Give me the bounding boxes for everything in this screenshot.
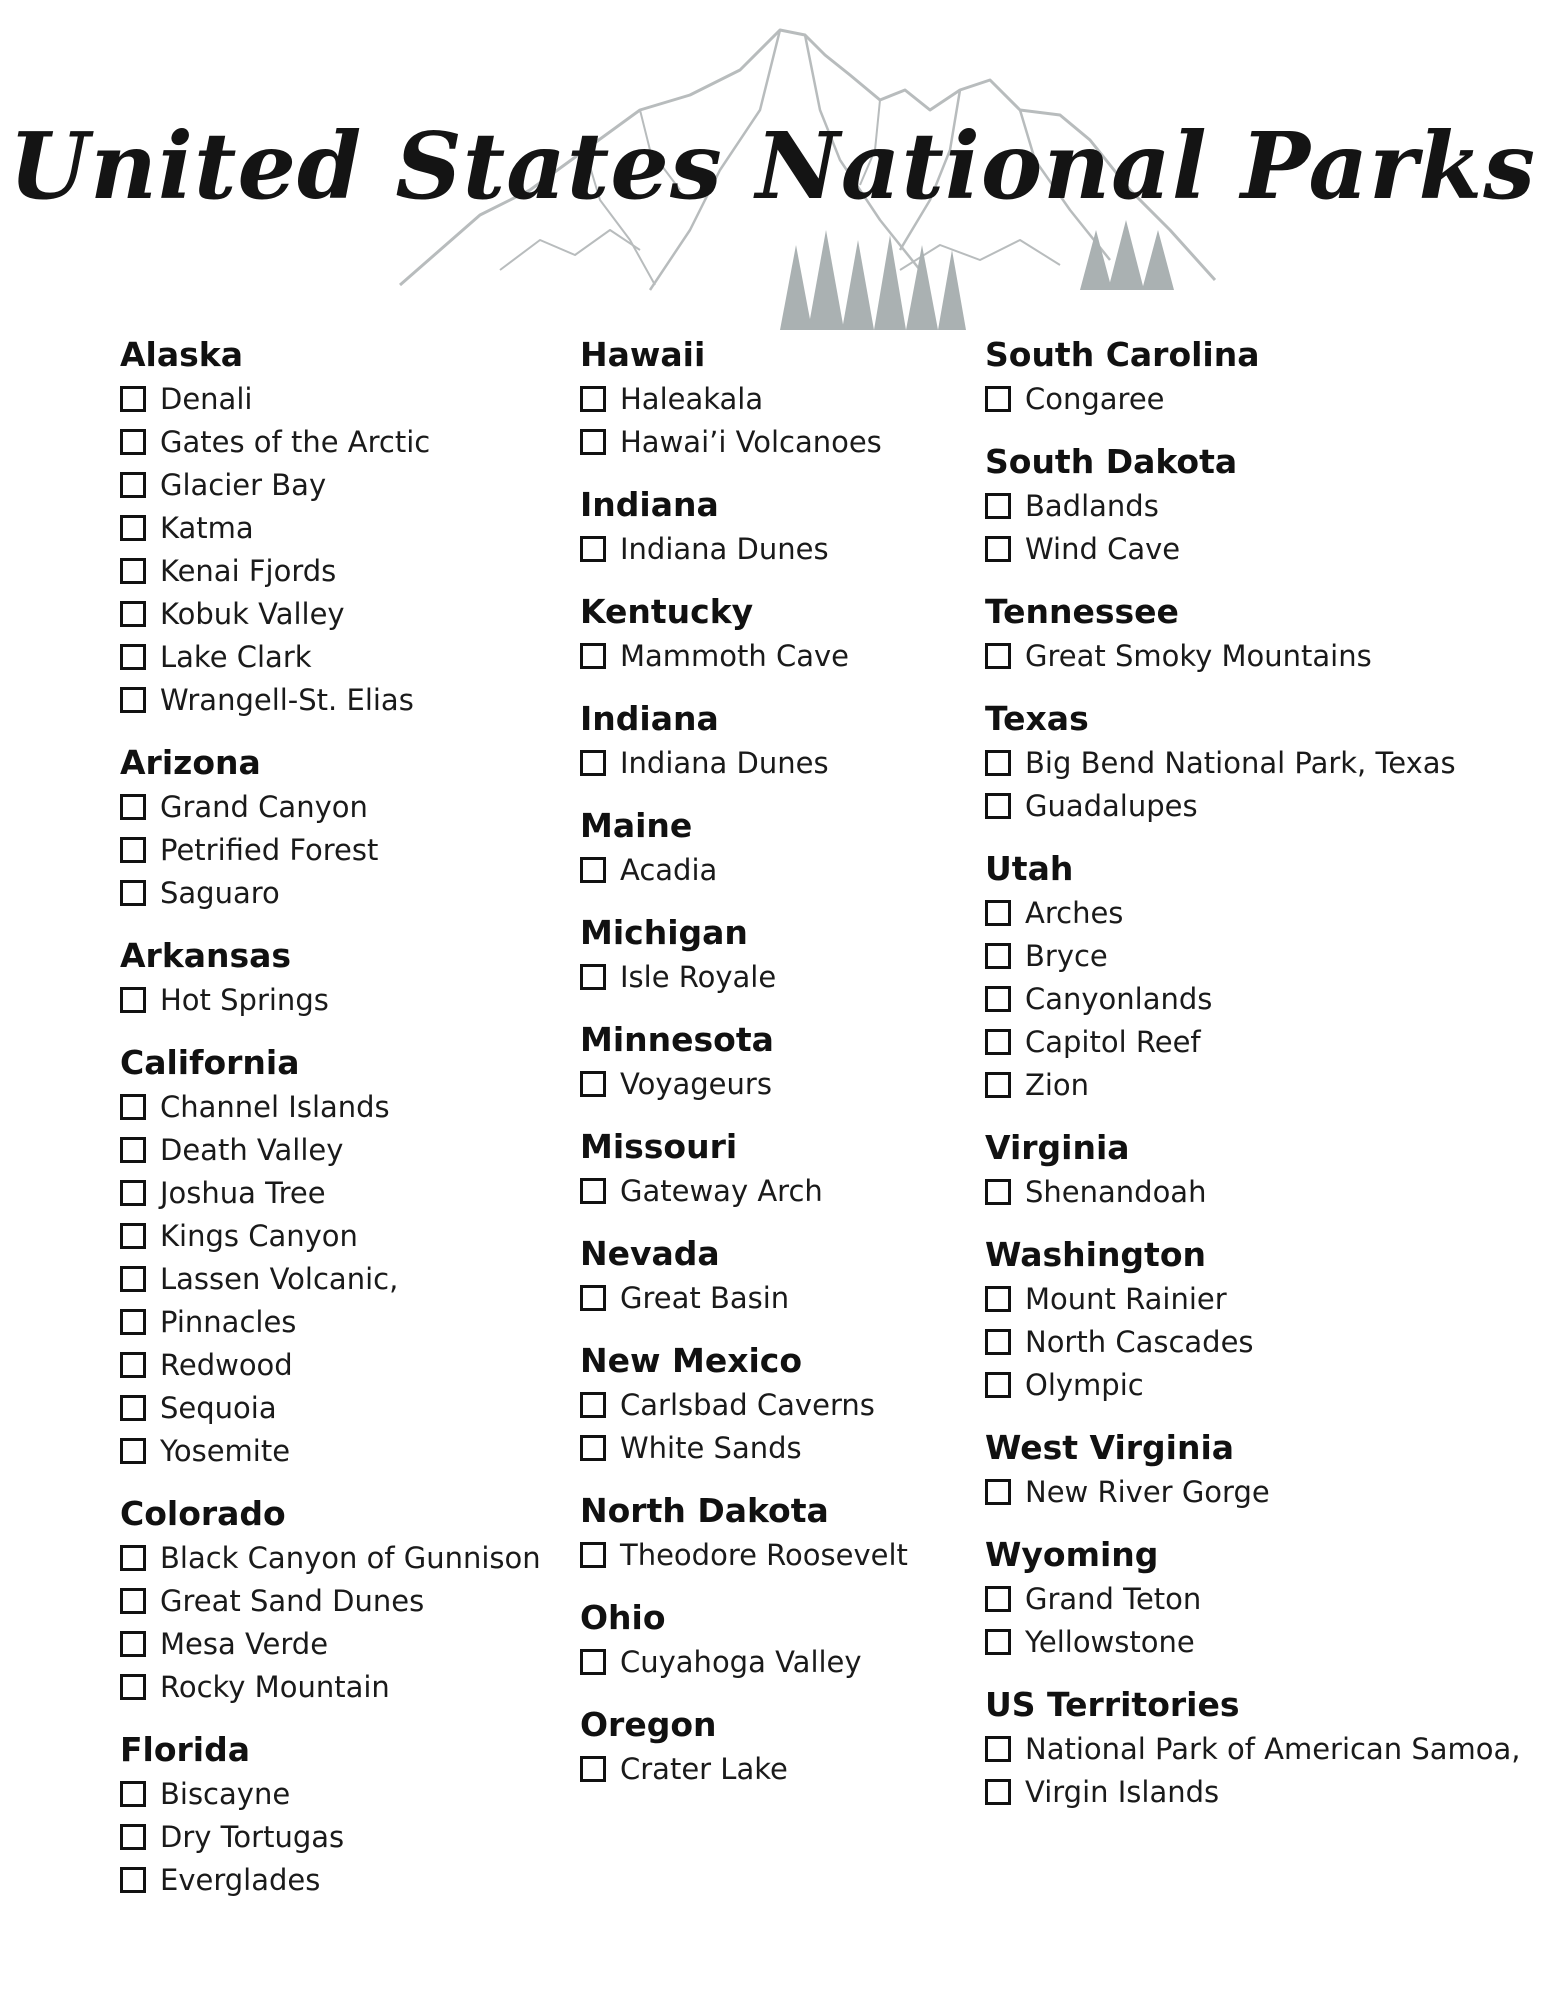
- park-item-glacier-bay: [120, 463, 560, 506]
- state-group-north-dakota: [580, 1491, 980, 1576]
- state-heading: California: [120, 1043, 300, 1082]
- park-name: Sequoia: [160, 1390, 277, 1425]
- park-item-north-cascades: [985, 1320, 1545, 1363]
- checkbox[interactable]: [985, 1072, 1011, 1098]
- state-heading: Minnesota: [580, 1020, 774, 1059]
- park-name: Grand Canyon: [160, 789, 368, 824]
- park-item-crater-lake: [580, 1747, 980, 1790]
- checkbox[interactable]: [985, 386, 1011, 412]
- state-group-south-dakota: [985, 442, 1545, 570]
- state-group-michigan: [580, 913, 980, 998]
- checkbox[interactable]: [120, 1223, 146, 1249]
- park-item-acadia: [580, 848, 980, 891]
- state-heading: Florida: [120, 1730, 251, 1769]
- checkbox[interactable]: [985, 1329, 1011, 1355]
- park-name: North Cascades: [1025, 1324, 1254, 1359]
- checkbox[interactable]: [580, 964, 606, 990]
- park-name: Wind Cave: [1025, 531, 1181, 566]
- state-heading: Ohio: [580, 1598, 666, 1637]
- checkbox[interactable]: [985, 1629, 1011, 1655]
- park-name: Denali: [160, 381, 253, 416]
- park-name: Theodore Roosevelt: [620, 1537, 908, 1572]
- park-item-redwood: [120, 1343, 560, 1386]
- checkbox[interactable]: [120, 1674, 146, 1700]
- state-heading: Tennessee: [985, 592, 1179, 631]
- park-item-lake-clark: [120, 635, 560, 678]
- park-name: Carlsbad Caverns: [620, 1387, 875, 1422]
- park-item-voyageurs: [580, 1062, 980, 1105]
- checkbox[interactable]: [580, 1756, 606, 1782]
- park-item-denali: [120, 377, 560, 420]
- park-item-capitol-reef: [985, 1020, 1545, 1063]
- park-name: Joshua Tree: [160, 1175, 326, 1210]
- checkbox[interactable]: [580, 536, 606, 562]
- checkbox[interactable]: [120, 880, 146, 906]
- park-name: Cuyahoga Valley: [620, 1644, 862, 1679]
- park-item-carlsbad-caverns: [580, 1383, 980, 1426]
- park-name: Grand Teton: [1025, 1581, 1202, 1616]
- park-name: National Park of American Samoa,: [1025, 1731, 1521, 1766]
- state-group-california: [120, 1043, 560, 1472]
- park-name: Guadalupes: [1025, 788, 1198, 823]
- park-name: Arches: [1025, 895, 1124, 930]
- park-item-grand-teton: [985, 1577, 1545, 1620]
- park-item-great-basin: [580, 1276, 980, 1319]
- checkbox[interactable]: [985, 1179, 1011, 1205]
- checkbox[interactable]: [985, 1736, 1011, 1762]
- park-name: Crater Lake: [620, 1751, 788, 1786]
- state-heading: South Carolina: [985, 335, 1260, 374]
- checkbox[interactable]: [120, 794, 146, 820]
- park-name: Bryce: [1025, 938, 1108, 973]
- checkbox[interactable]: [580, 386, 606, 412]
- park-name: Channel Islands: [160, 1089, 390, 1124]
- park-item-hot-springs: [120, 978, 560, 1021]
- checkbox[interactable]: [985, 1286, 1011, 1312]
- park-item-everglades: [120, 1858, 560, 1901]
- park-item-biscayne: [120, 1772, 560, 1815]
- state-group-indiana: [580, 485, 980, 570]
- page-title: United States National Parks: [8, 112, 1537, 220]
- checkbox[interactable]: [985, 793, 1011, 819]
- park-item-olympic: [985, 1363, 1545, 1406]
- park-name: Kobuk Valley: [160, 596, 345, 631]
- state-group-alaska: [120, 335, 560, 721]
- checkbox[interactable]: [120, 429, 146, 455]
- park-item-lassen-volcanic: [120, 1257, 560, 1300]
- pine-trees-icon: [780, 220, 1174, 330]
- checkbox[interactable]: [580, 1542, 606, 1568]
- park-name: Olympic: [1025, 1367, 1144, 1402]
- park-name: Great Smoky Mountains: [1025, 638, 1372, 673]
- park-item-theodore-roosevelt: [580, 1533, 980, 1576]
- checkbox[interactable]: [985, 1479, 1011, 1505]
- park-name: White Sands: [620, 1430, 802, 1465]
- state-heading: Oregon: [580, 1705, 717, 1744]
- checkbox[interactable]: [985, 1372, 1011, 1398]
- checkbox[interactable]: [580, 1435, 606, 1461]
- park-name: Congaree: [1025, 381, 1165, 416]
- park-name: Badlands: [1025, 488, 1159, 523]
- state-group-arizona: [120, 743, 560, 914]
- state-heading: Indiana: [580, 699, 719, 738]
- park-item-dry-tortugas: [120, 1815, 560, 1858]
- park-item-big-bend-national-park-texas: [985, 741, 1545, 784]
- park-item-guadalupes: [985, 784, 1545, 827]
- park-name: Voyageurs: [620, 1066, 772, 1101]
- checkbox[interactable]: [985, 1029, 1011, 1055]
- checkbox[interactable]: [120, 1137, 146, 1163]
- park-item-great-sand-dunes: [120, 1579, 560, 1622]
- park-name: Canyonlands: [1025, 981, 1213, 1016]
- column-3: [985, 335, 1545, 1835]
- park-name: Katma: [160, 510, 254, 545]
- state-heading: Hawaii: [580, 335, 706, 374]
- checkbox[interactable]: [580, 1178, 606, 1204]
- park-name: Yellowstone: [1025, 1624, 1195, 1659]
- park-item-black-canyon-of-gunnison: [120, 1536, 560, 1579]
- checkbox[interactable]: [580, 429, 606, 455]
- park-name: Zion: [1025, 1067, 1090, 1102]
- checkbox[interactable]: [120, 558, 146, 584]
- checkbox[interactable]: [120, 1180, 146, 1206]
- park-item-rocky-mountain: [120, 1665, 560, 1708]
- park-item-gateway-arch: [580, 1169, 980, 1212]
- park-name: Big Bend National Park, Texas: [1025, 745, 1456, 780]
- checkbox[interactable]: [120, 386, 146, 412]
- park-item-new-river-gorge: [985, 1470, 1545, 1513]
- state-heading: Alaska: [120, 335, 243, 374]
- state-heading: Texas: [985, 699, 1089, 738]
- park-name: Redwood: [160, 1347, 293, 1382]
- column-1: [120, 335, 560, 1923]
- park-item-haleakala: [580, 377, 980, 420]
- checkbox[interactable]: [985, 1779, 1011, 1805]
- park-item-white-sands: [580, 1426, 980, 1469]
- checkbox[interactable]: [120, 1631, 146, 1657]
- park-item-cuyahoga-valley: [580, 1640, 980, 1683]
- park-name: Kings Canyon: [160, 1218, 358, 1253]
- checkbox[interactable]: [120, 601, 146, 627]
- checkbox[interactable]: [120, 1352, 146, 1378]
- park-name: Petrified Forest: [160, 832, 379, 867]
- state-heading: Missouri: [580, 1127, 738, 1166]
- park-name: Gates of the Arctic: [160, 424, 431, 459]
- park-name: Lake Clark: [160, 639, 312, 674]
- checkbox[interactable]: [120, 472, 146, 498]
- state-group-tennessee: [985, 592, 1545, 677]
- park-name: Pinnacles: [160, 1304, 297, 1339]
- park-item-shenandoah: [985, 1170, 1545, 1213]
- park-name: Kenai Fjords: [160, 553, 337, 588]
- park-item-gates-of-the-arctic: [120, 420, 560, 463]
- checkbox[interactable]: [580, 1392, 606, 1418]
- checkbox[interactable]: [580, 857, 606, 883]
- park-name: Indiana Dunes: [620, 531, 829, 566]
- park-name: Wrangell-St. Elias: [160, 682, 414, 717]
- state-group-washington: [985, 1235, 1545, 1406]
- park-item-joshua-tree: [120, 1171, 560, 1214]
- park-name: Mammoth Cave: [620, 638, 850, 673]
- checkbox[interactable]: [120, 1094, 146, 1120]
- park-name: Capitol Reef: [1025, 1024, 1201, 1059]
- park-item-national-park-of-american-samoa: [985, 1727, 1545, 1770]
- park-item-katma: [120, 506, 560, 549]
- park-name: Death Valley: [160, 1132, 344, 1167]
- park-item-great-smoky-mountains: [985, 634, 1545, 677]
- park-name: Hot Springs: [160, 982, 329, 1017]
- park-item-yellowstone: [985, 1620, 1545, 1663]
- state-group-wyoming: [985, 1535, 1545, 1663]
- park-item-pinnacles: [120, 1300, 560, 1343]
- park-item-indiana-dunes: [580, 741, 980, 784]
- state-heading: Nevada: [580, 1234, 720, 1273]
- park-name: Isle Royale: [620, 959, 777, 994]
- park-name: Everglades: [160, 1862, 321, 1897]
- checkbox[interactable]: [120, 1438, 146, 1464]
- checkbox[interactable]: [120, 1545, 146, 1571]
- state-group-kentucky: [580, 592, 980, 677]
- checkbox[interactable]: [120, 687, 146, 713]
- park-item-congaree: [985, 377, 1545, 420]
- state-group-florida: [120, 1730, 560, 1901]
- park-name: Lassen Volcanic,: [160, 1261, 399, 1296]
- park-item-wrangell-st-elias: [120, 678, 560, 721]
- checkbox[interactable]: [120, 1824, 146, 1850]
- park-name: Gateway Arch: [620, 1173, 823, 1208]
- checkbox[interactable]: [985, 1586, 1011, 1612]
- state-group-colorado: [120, 1494, 560, 1708]
- park-item-mount-rainier: [985, 1277, 1545, 1320]
- checkbox[interactable]: [985, 536, 1011, 562]
- column-2: [580, 335, 980, 1812]
- state-heading: Virginia: [985, 1128, 1130, 1167]
- checkbox[interactable]: [580, 1071, 606, 1097]
- state-group-nevada: [580, 1234, 980, 1319]
- checkbox[interactable]: [120, 515, 146, 541]
- state-group-texas: [985, 699, 1545, 827]
- park-name: Great Basin: [620, 1280, 790, 1315]
- park-item-hawai-i-volcanoes: [580, 420, 980, 463]
- state-heading: Washington: [985, 1235, 1206, 1274]
- state-group-maine: [580, 806, 980, 891]
- checkbox[interactable]: [985, 643, 1011, 669]
- state-heading: New Mexico: [580, 1341, 803, 1380]
- park-name: Acadia: [620, 852, 718, 887]
- park-name: New River Gorge: [1025, 1474, 1270, 1509]
- checkbox[interactable]: [580, 643, 606, 669]
- park-name: Glacier Bay: [160, 467, 327, 502]
- checkbox[interactable]: [120, 1395, 146, 1421]
- state-group-missouri: [580, 1127, 980, 1212]
- park-item-yosemite: [120, 1429, 560, 1472]
- checkbox[interactable]: [985, 750, 1011, 776]
- checkbox[interactable]: [985, 493, 1011, 519]
- checkbox[interactable]: [985, 986, 1011, 1012]
- state-heading: West Virginia: [985, 1428, 1235, 1467]
- park-name: Hawai’i Volcanoes: [620, 424, 882, 459]
- park-item-badlands: [985, 484, 1545, 527]
- park-name: Black Canyon of Gunnison: [160, 1540, 541, 1575]
- park-name: Great Sand Dunes: [160, 1583, 425, 1618]
- state-group-utah: [985, 849, 1545, 1106]
- state-heading: Maine: [580, 806, 693, 845]
- state-group-virginia: [985, 1128, 1545, 1213]
- checkbox[interactable]: [120, 1781, 146, 1807]
- park-name: Yosemite: [160, 1433, 291, 1468]
- park-item-zion: [985, 1063, 1545, 1106]
- park-item-bryce: [985, 934, 1545, 977]
- checkbox[interactable]: [580, 1285, 606, 1311]
- park-item-mesa-verde: [120, 1622, 560, 1665]
- state-group-minnesota: [580, 1020, 980, 1105]
- park-item-kings-canyon: [120, 1214, 560, 1257]
- checkbox[interactable]: [120, 1266, 146, 1292]
- state-group-new-mexico: [580, 1341, 980, 1469]
- state-group-oregon: [580, 1705, 980, 1790]
- state-group-ohio: [580, 1598, 980, 1683]
- park-name: Mesa Verde: [160, 1626, 329, 1661]
- park-item-isle-royale: [580, 955, 980, 998]
- park-item-sequoia: [120, 1386, 560, 1429]
- park-name: Indiana Dunes: [620, 745, 829, 780]
- state-heading: Colorado: [120, 1494, 286, 1533]
- checkbox[interactable]: [120, 644, 146, 670]
- park-item-indiana-dunes: [580, 527, 980, 570]
- state-heading: Utah: [985, 849, 1074, 888]
- checkbox[interactable]: [120, 1588, 146, 1614]
- state-heading: North Dakota: [580, 1491, 829, 1530]
- checkbox[interactable]: [580, 1649, 606, 1675]
- state-heading: Wyoming: [985, 1535, 1159, 1574]
- state-group-indiana: [580, 699, 980, 784]
- park-item-petrified-forest: [120, 828, 560, 871]
- state-group-south-carolina: [985, 335, 1545, 420]
- park-name: Saguaro: [160, 875, 280, 910]
- park-name: Haleakala: [620, 381, 764, 416]
- checkbox[interactable]: [580, 750, 606, 776]
- state-heading: South Dakota: [985, 442, 1238, 481]
- state-heading: Indiana: [580, 485, 719, 524]
- state-heading: Michigan: [580, 913, 748, 952]
- state-group-arkansas: [120, 936, 560, 1021]
- state-heading: Arizona: [120, 743, 261, 782]
- park-item-arches: [985, 891, 1545, 934]
- checkbox[interactable]: [985, 900, 1011, 926]
- state-heading: US Territories: [985, 1685, 1240, 1724]
- park-name: Shenandoah: [1025, 1174, 1207, 1209]
- state-heading: Kentucky: [580, 592, 754, 631]
- park-item-channel-islands: [120, 1085, 560, 1128]
- state-group-hawaii: [580, 335, 980, 463]
- park-item-wind-cave: [985, 527, 1545, 570]
- park-item-kobuk-valley: [120, 592, 560, 635]
- checkbox[interactable]: [120, 837, 146, 863]
- park-item-mammoth-cave: [580, 634, 980, 677]
- park-name: Biscayne: [160, 1776, 291, 1811]
- state-group-west-virginia: [985, 1428, 1545, 1513]
- park-item-death-valley: [120, 1128, 560, 1171]
- checkbox[interactable]: [985, 943, 1011, 969]
- park-item-canyonlands: [985, 977, 1545, 1020]
- state-heading: Arkansas: [120, 936, 292, 975]
- checkbox[interactable]: [120, 987, 146, 1013]
- park-item-grand-canyon: [120, 785, 560, 828]
- state-group-us-territories: [985, 1685, 1545, 1813]
- park-name: Dry Tortugas: [160, 1819, 345, 1854]
- checkbox[interactable]: [120, 1867, 146, 1893]
- park-name: Rocky Mountain: [160, 1669, 390, 1704]
- park-item-virgin-islands: [985, 1770, 1545, 1813]
- park-name: Virgin Islands: [1025, 1774, 1220, 1809]
- park-item-saguaro: [120, 871, 560, 914]
- park-item-kenai-fjords: [120, 549, 560, 592]
- checkbox[interactable]: [120, 1309, 146, 1335]
- park-name: Mount Rainier: [1025, 1281, 1227, 1316]
